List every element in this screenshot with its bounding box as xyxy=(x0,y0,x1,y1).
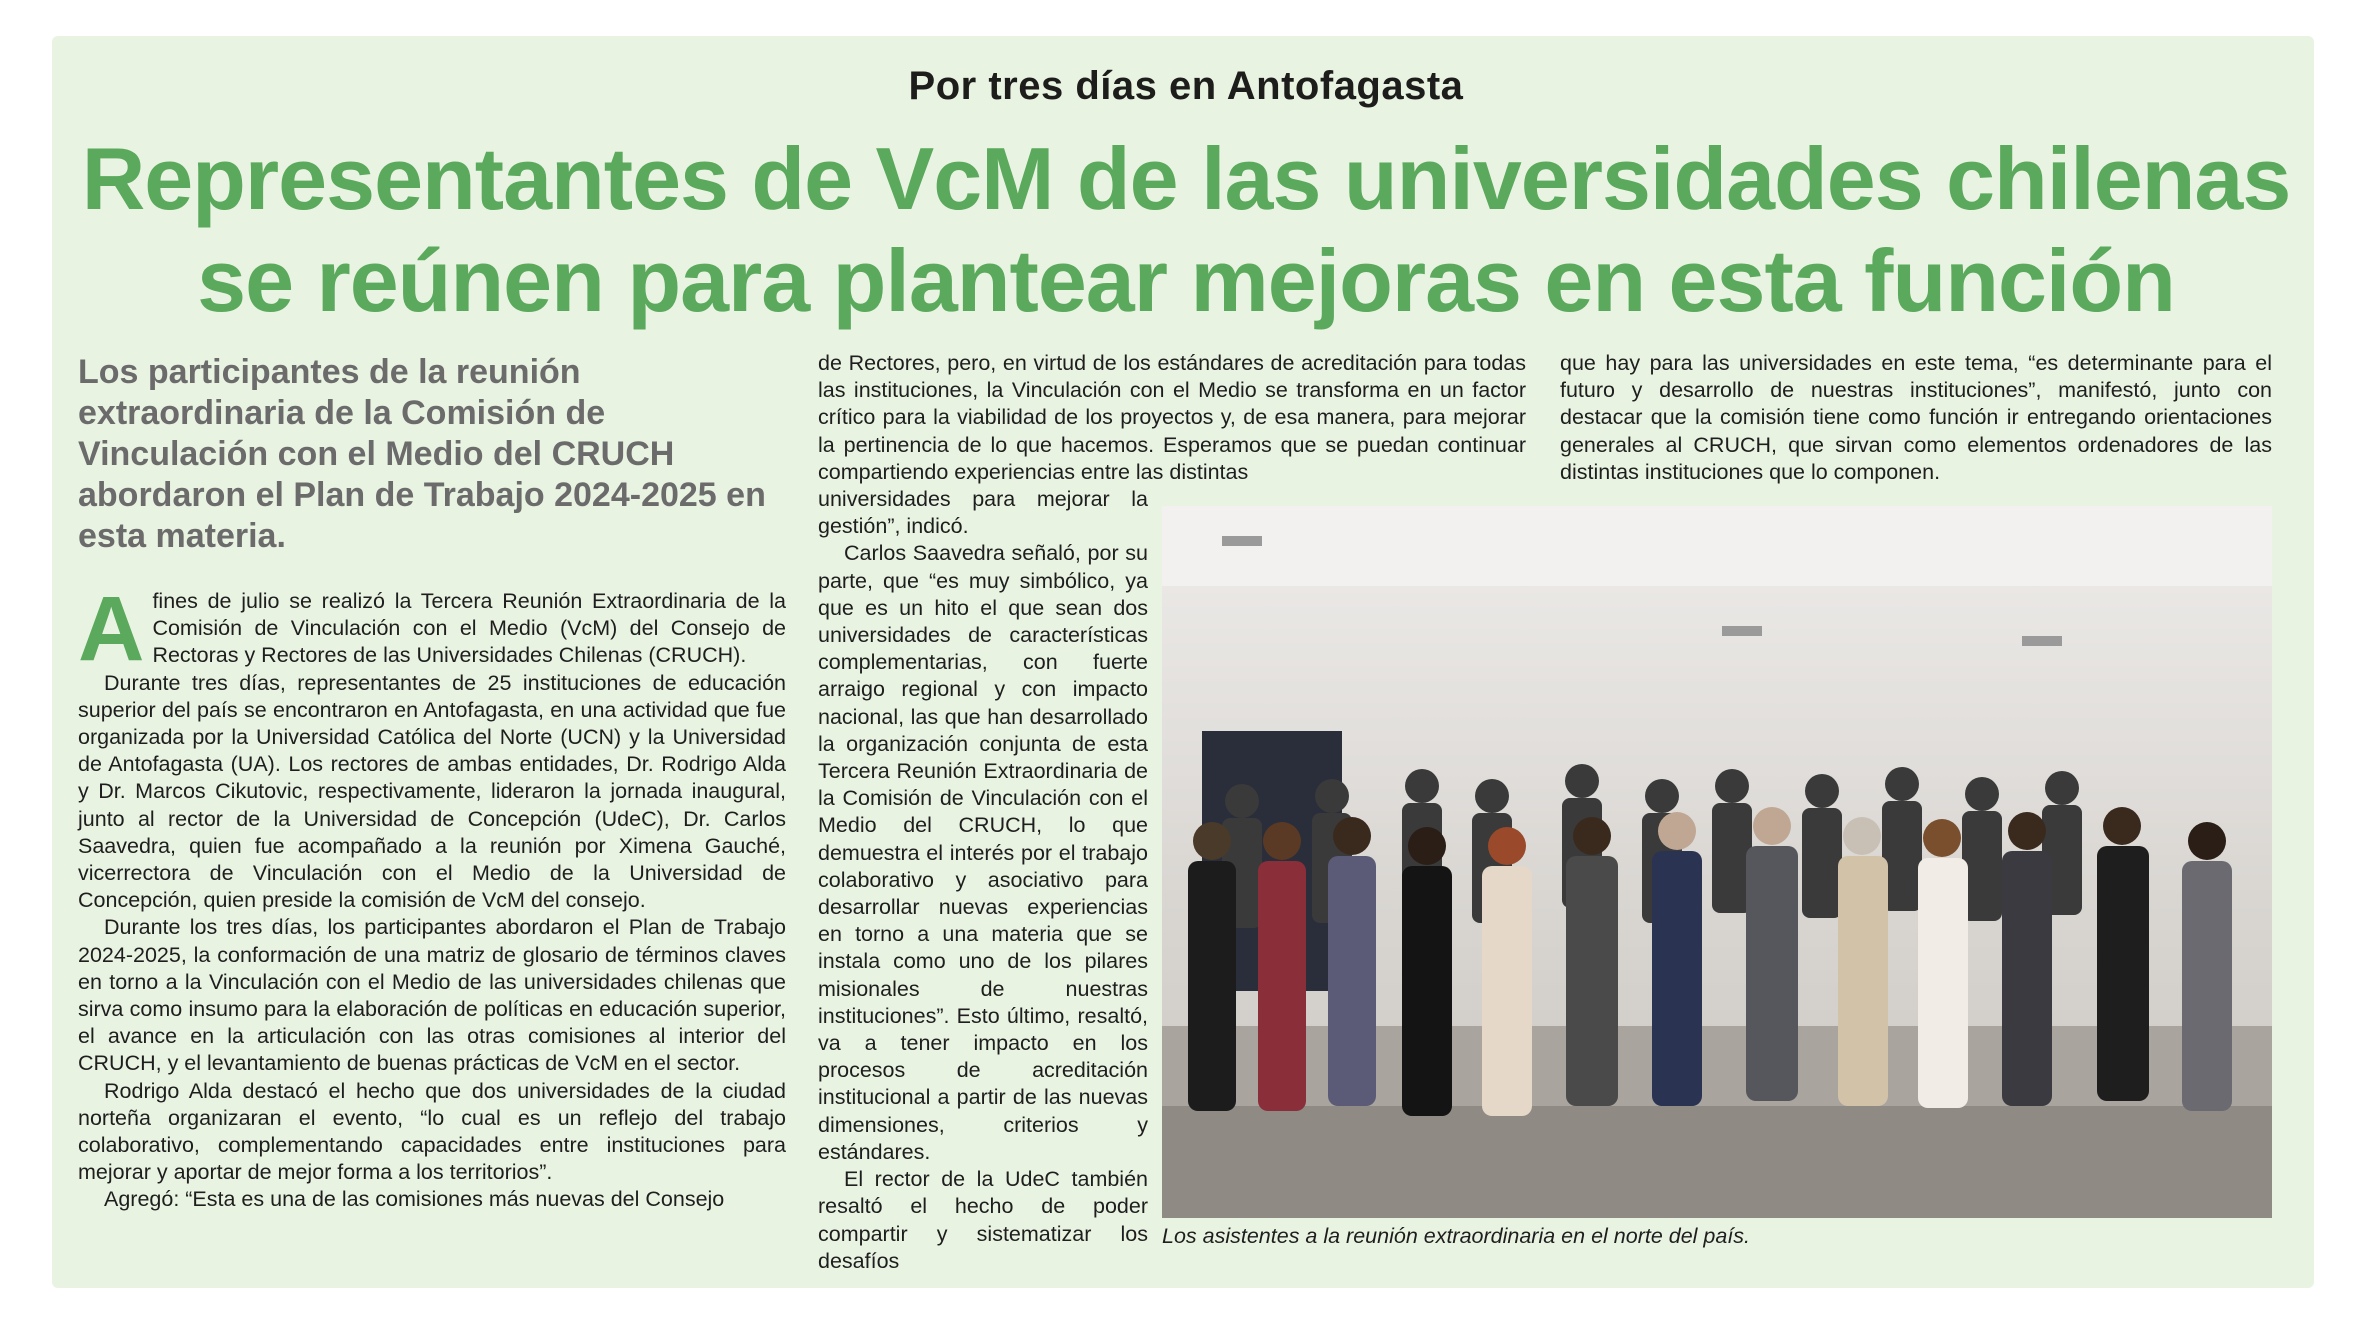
headline-line-1: Representantes de VcM de las universidades chilenas xyxy=(81,129,2291,228)
paragraph: Durante tres días, representantes de 25 instituciones de educación superior del país se encontraron en Antofagasta, en una actividad que fue organizada por la Universidad Católica del Norte (UCN) y la Universidad de Antofagasta (UA). Los rectores de ambas entidades, Dr. Rodrigo Alda y Dr. Marcos Cikutovic, respectivamente, lideraron la jornada inaugural, junto al rector de la Universidad de Concepción (UdeC), Dr. Carlos Saavedra, quien fue acompañado a la reunión por Ximena Gauché, vicerrectora de Vinculación con el Medio de la Universidad de Concepción, quien preside la comisión de VcM del consejo. xyxy=(78,670,786,913)
body-column-1 xyxy=(78,578,786,1214)
group-photo xyxy=(1162,506,2272,1218)
paragraph xyxy=(78,578,786,680)
paragraph: de Rectores, pero, en virtud de los estándares de acreditación para todas las instituciones, la Vinculación con el Medio se transforma en un factor crítico para la viabilidad de los proyectos y, de esa manera, para mejorar la pertinencia de lo que hacemos. Esperamos que se puedan continuar compartiendo experiencias entre las distintas xyxy=(818,351,1526,484)
narrow-column xyxy=(818,486,1148,1275)
paragraph: Rodrigo Alda destacó el hecho que dos universidades de la ciudad norteña organizaran el evento, “lo cual es un reflejo del trabajo colaborativo, complementando capacidades entre instituciones para mejorar y aportar de mejor forma a los territorios”. xyxy=(78,1078,786,1185)
body-column-3 xyxy=(1560,350,2272,486)
kicker: Por tres días en Antofagasta xyxy=(908,64,1464,108)
headline-line-2: se reúnen para plantear mejoras en esta función xyxy=(197,231,2175,330)
paragraph: Carlos Saavedra señaló, por su parte, que “es muy simbólico, ya que es un hito el que sean dos universidades de características complementarias, con fuerte arraigo regional y con impacto nacional, las que han desarrollado la organización conjunta de esta Tercera Reunión Extraordinaria de la Comisión de Vinculación con el Medio del CRUCH, lo que demuestra el interés por el trabajo colaborativo y asociativo para desarrollar nuevas experiencias en torno a una materia que se instala como uno de los pilares misionales de nuestras instituciones”. Esto último, resaltó, va a tener impacto en los procesos de acreditación institucional a partir de las nuevas dimensiones, criterios y estándares. xyxy=(818,541,1148,1164)
deck: Los participantes de la reunión extraordinaria de la Comisión de Vinculación con el Medio del CRUCH abordaron el Plan de Trabajo 2024-2025 en esta materia. xyxy=(78,353,766,555)
paragraph-text: fines de julio se realizó la Tercera Reunión Extraordinaria de la Comisión de Vinculación con el Medio (VcM) del Consejo de Rectoras y Rectores de las Universidades Chilenas (CRUCH). xyxy=(152,589,786,668)
headline xyxy=(40,128,2332,332)
paragraph: Durante los tres días, los participantes abordaron el Plan de Trabajo 2024-2025, la conformación de una matriz de glosario de términos claves en torno a la Vinculación con el Medio de las universidades chilenas que sirva como insumo para la elaboración de políticas en educación superior, el avance en la articulación con las otras comisiones al interior del CRUCH, y el levantamiento de buenas prácticas de VcM en el sector. xyxy=(78,915,786,1076)
drop-cap: A xyxy=(78,578,145,680)
paragraph: Agregó: “Esta es una de las comisiones más nuevas del Consejo xyxy=(104,1187,725,1212)
paragraph: El rector de la UdeC también resaltó el hecho de poder compartir y sistematizar los desafíos xyxy=(818,1167,1148,1273)
paragraph: universidades para mejorar la gestión”, indicó. xyxy=(818,487,1148,539)
paragraph: que hay para las universidades en este tema, “es determinante para el futuro y desarrollo de nuestras instituciones”, manifestó, junto con destacar que la comisión tiene como función ir entregando orientaciones generales al CRUCH, que sirvan como elementos ordenadores de las distintas instituciones que lo componen. xyxy=(1560,351,2272,484)
group-photo-illustration xyxy=(1162,506,2272,1218)
photo-caption: Los asistentes a la reunión extraordinaria en el norte del país. xyxy=(1162,1224,1751,1248)
page-margin xyxy=(52,0,782,36)
